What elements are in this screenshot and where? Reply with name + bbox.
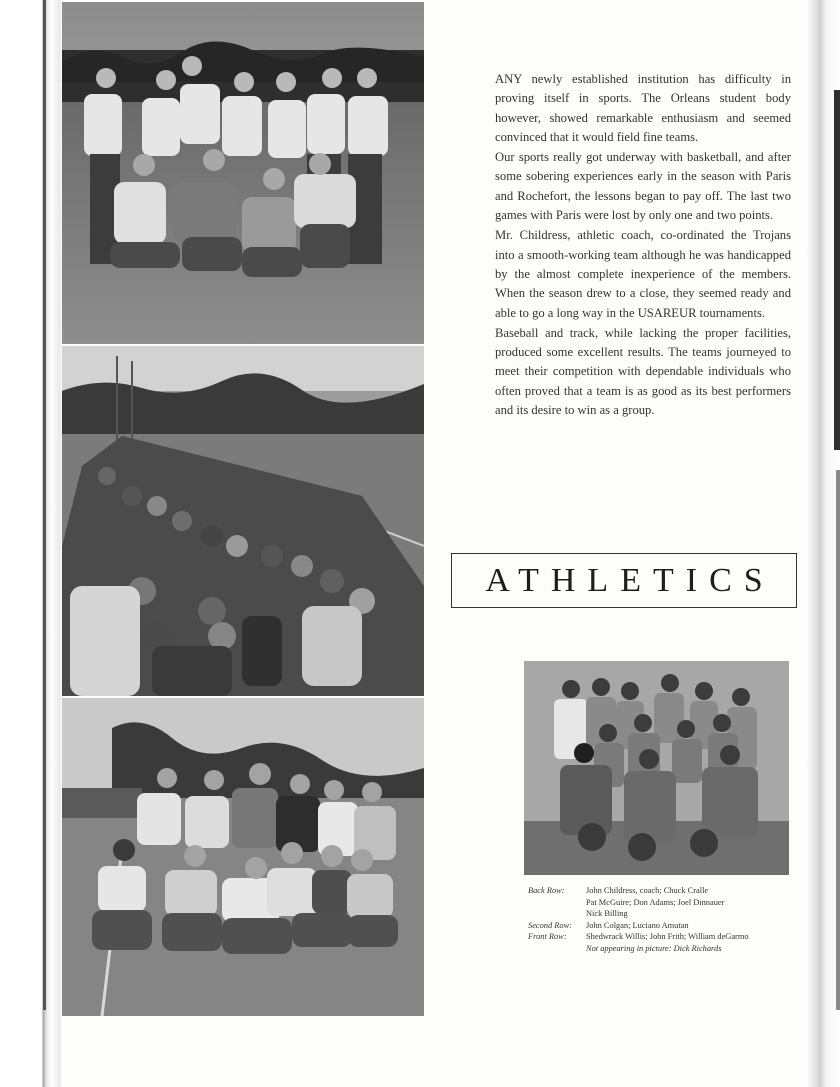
caption-label xyxy=(528,908,586,920)
photo-basketball-team xyxy=(524,661,789,875)
paragraph-3: Mr. Childress, athletic coach, co-ordinated the Trojans into a smooth-working team although he was handicapped by the almost complete inexperience of the members. When the season drew to a close, they seemed ready and able to go a long way in the USAREUR tournaments. xyxy=(495,228,791,320)
caption-text: Shedwrack Willis; John Frith; William deGarmo xyxy=(586,932,749,942)
caption-row xyxy=(528,920,793,932)
page-edge-shadow-lower xyxy=(836,470,840,1010)
page-edge-shadow xyxy=(834,90,840,450)
caption-text: Pat McGuire; Don Adams; Joel Dinnauer xyxy=(586,897,725,907)
caption-label: Front Row: xyxy=(528,932,567,942)
photo-baseball-team xyxy=(62,2,424,344)
caption-row xyxy=(528,931,793,943)
paragraph-2: Our sports really got underway with basketball, and after some sobering experiences early in the season with Paris and Rochefort, the lessons began to pay off. The last two games with Paris were lost by only one and two points. xyxy=(495,150,791,223)
photo-caption xyxy=(528,885,793,955)
caption-label xyxy=(528,897,586,909)
caption-row xyxy=(528,897,793,909)
caption-label xyxy=(528,943,586,955)
caption-text: John Childress, coach; Chuck Cralle xyxy=(586,886,709,895)
paragraph-1: ANY newly established institution has difficulty in proving itself in sports. The Orleans student body however, showed remarkable enthusiasm and seemed convinced that it would field fine teams. xyxy=(495,72,791,144)
caption-row xyxy=(528,885,793,897)
photo-spectators xyxy=(62,346,424,696)
caption-label: Back Row: xyxy=(528,886,565,895)
page-gutter xyxy=(0,0,62,1087)
section-title: ATHLETICS xyxy=(485,561,775,599)
body-text xyxy=(495,70,791,421)
caption-text: Not appearing in picture: Dick Richards xyxy=(586,943,722,953)
caption-row xyxy=(528,943,793,955)
photo-track-team xyxy=(62,698,424,1016)
section-title-box xyxy=(451,553,797,608)
caption-row xyxy=(528,908,793,920)
caption-label: Second Row: xyxy=(528,920,572,930)
caption-text: John Colgan; Luciano Amutan xyxy=(586,920,689,930)
caption-text: Nick Billing xyxy=(586,909,628,919)
gutter-shadow-line xyxy=(43,0,46,1010)
paragraph-4: Baseball and track, while lacking the proper facilities, produced some excellent results. The teams journeyed to meet their competition with dependable individuals who often proved that a team is as good as its best performers and its desire to win as a group. xyxy=(495,325,791,418)
